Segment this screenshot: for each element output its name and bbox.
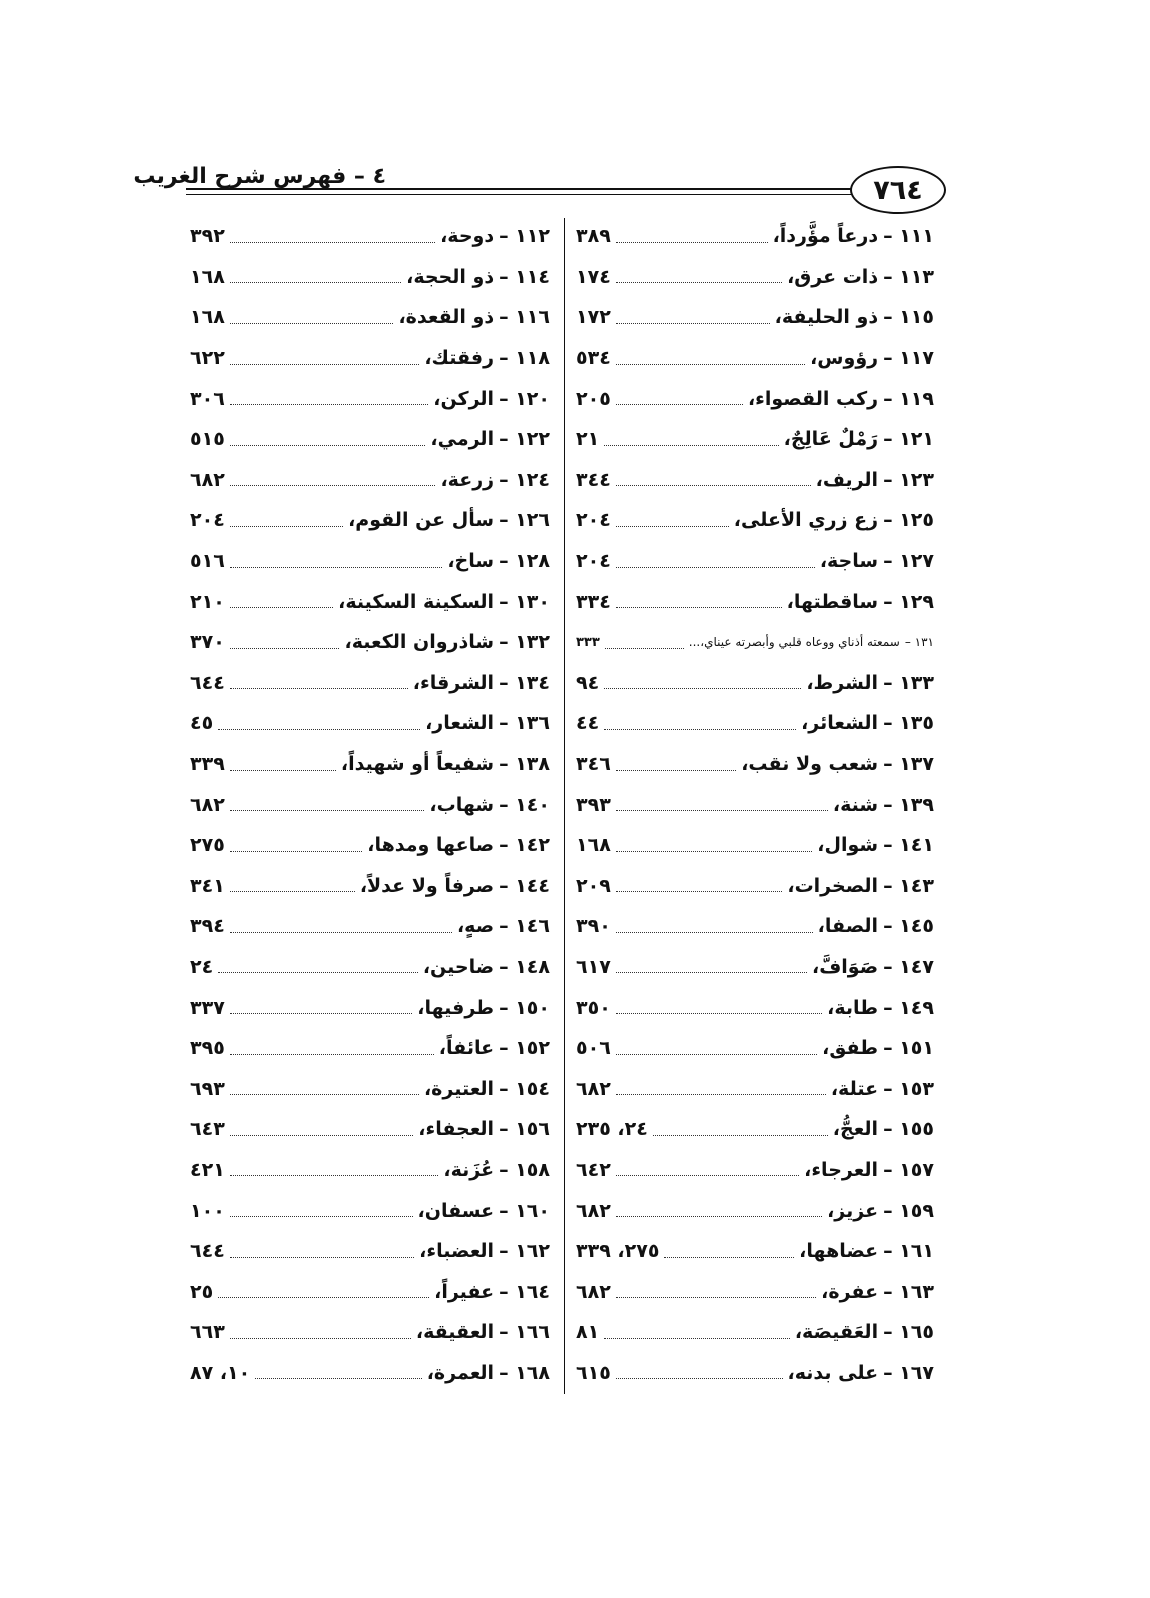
entry-number: ١٦١ –	[883, 1240, 934, 1263]
entry-term: رفقتك،	[424, 347, 495, 370]
dot-leader	[230, 891, 355, 892]
entry-number: ١٤١ –	[883, 834, 934, 857]
index-entry	[576, 1312, 934, 1353]
entry-number: ١٥٥ –	[883, 1118, 934, 1141]
entry-term: ذو الحليفة،	[774, 306, 879, 329]
entry-term: رؤوس،	[810, 347, 879, 370]
entry-number: ١٥٤ –	[499, 1077, 550, 1100]
entry-page-ref: ٢٠٤	[576, 550, 611, 573]
index-entry	[576, 947, 934, 988]
index-entry	[190, 1353, 550, 1394]
index-entry	[576, 581, 934, 622]
dot-leader	[255, 1378, 421, 1379]
entry-number: ١١٢ –	[499, 225, 550, 248]
entry-term: صهٍ،	[456, 915, 495, 938]
dot-leader	[230, 1175, 439, 1176]
dot-leader	[218, 1297, 429, 1298]
entry-page-ref: ١٧٤	[576, 265, 611, 288]
dot-leader	[616, 1013, 822, 1014]
entry-term: عُزَنة،	[443, 1158, 495, 1181]
entry-page-ref: ٢١٠	[190, 590, 225, 613]
entry-number: ١١١ –	[883, 225, 934, 248]
dot-leader	[616, 810, 828, 811]
header-rule-bottom	[186, 194, 862, 195]
entry-term: عسفان،	[417, 1199, 495, 1222]
dot-leader	[616, 282, 782, 283]
index-entry	[190, 1109, 550, 1150]
entry-number: ١٥٦ –	[499, 1118, 550, 1141]
entry-term: الريف،	[815, 468, 879, 491]
dot-leader	[616, 1216, 822, 1217]
entry-term: العجُّ،	[832, 1118, 879, 1141]
entry-page-ref: ٣٣٤	[576, 590, 611, 613]
entry-term: رَمْلٌ عَالِجٌ،	[783, 428, 879, 451]
entry-number: ١٤٣ –	[883, 874, 934, 897]
entry-number: ١١٧ –	[883, 347, 934, 370]
index-entry	[190, 500, 550, 541]
entry-page-ref: ٣٩٢	[190, 225, 225, 248]
index-entry	[576, 297, 934, 338]
dot-leader	[616, 851, 812, 852]
entry-number: ١٦٥ –	[883, 1321, 934, 1344]
index-entry	[190, 866, 550, 907]
index-entry	[576, 987, 934, 1028]
entry-page-ref: ٤٤	[576, 712, 600, 735]
entry-number: ١٢٣ –	[883, 468, 934, 491]
entry-page-ref: ٣٩٠	[576, 915, 611, 938]
index-entry	[190, 987, 550, 1028]
entry-number: ١٤٥ –	[883, 915, 934, 938]
entry-term: على بدنه،	[787, 1361, 879, 1384]
entry-number: ١٤٠ –	[499, 793, 550, 816]
entry-page-ref: ٢٥	[190, 1280, 214, 1303]
entry-page-ref: ١٦٨	[576, 834, 611, 857]
entry-number: ١١٦ –	[499, 306, 550, 329]
index-entry	[576, 1231, 934, 1272]
dot-leader	[616, 364, 805, 365]
entry-term: دوحة،	[440, 225, 495, 248]
dot-leader	[616, 1297, 816, 1298]
entry-term: سأل عن القوم،	[348, 509, 495, 532]
entry-page-ref: ٦٤٤	[190, 671, 225, 694]
entry-page-ref: ٣٩٥	[190, 1037, 225, 1060]
entry-number: ١٣٥ –	[883, 712, 934, 735]
dot-leader	[604, 1338, 790, 1339]
dot-leader	[616, 1378, 783, 1379]
entry-page-ref: ٣٩٤	[190, 915, 225, 938]
entry-number: ١٣٢ –	[499, 631, 550, 654]
dot-leader	[616, 242, 768, 243]
index-entry	[190, 1150, 550, 1191]
entry-page-ref: ٦٤٣	[190, 1118, 225, 1141]
entry-term: عفيراً،	[434, 1280, 495, 1303]
index-column-right	[576, 216, 934, 1393]
entry-term: شنة،	[832, 793, 879, 816]
entry-page-ref: ٢٠٤	[576, 509, 611, 532]
dot-leader	[230, 1338, 411, 1339]
entry-term: سمعته أذناي ووعاه قلبي وأبصرته عيناي،...	[688, 635, 900, 650]
index-entry	[576, 1190, 934, 1231]
dot-leader	[616, 607, 782, 608]
entry-page-ref: ٣٧٠	[190, 631, 225, 654]
entry-page-ref: ٦٨٢	[190, 793, 225, 816]
entry-page-ref: ٣٠٦	[190, 387, 225, 410]
index-entry	[190, 784, 550, 825]
index-entry	[190, 378, 550, 419]
dot-leader	[616, 526, 729, 527]
index-entry	[576, 825, 934, 866]
index-entry	[576, 257, 934, 298]
dot-leader	[230, 688, 408, 689]
entry-term: العقيقة،	[415, 1321, 495, 1344]
index-entry	[190, 257, 550, 298]
index-entry	[576, 1353, 934, 1394]
dot-leader	[230, 1013, 412, 1014]
entry-term: العرجاء،	[804, 1158, 879, 1181]
entry-page-ref: ٦٨٢	[576, 1199, 611, 1222]
entry-page-ref: ٦٤٤	[190, 1240, 225, 1263]
index-entry	[576, 216, 934, 257]
dot-leader	[616, 1175, 799, 1176]
entry-term: عضاهها،	[799, 1240, 879, 1263]
index-entry	[190, 825, 550, 866]
header-rule-top	[186, 188, 862, 190]
entry-term: عتلة،	[830, 1077, 879, 1100]
entry-page-ref: ٢٠٥	[576, 387, 611, 410]
index-entry	[190, 297, 550, 338]
entry-number: ١٣٦ –	[499, 712, 550, 735]
dot-leader	[230, 1257, 414, 1258]
entry-page-ref: ٦٨٢	[576, 1077, 611, 1100]
entry-number: ١٥٨ –	[499, 1158, 550, 1181]
dot-leader	[616, 1094, 826, 1095]
entry-number: ١٢٦ –	[499, 509, 550, 532]
dot-leader	[218, 972, 418, 973]
entry-page-ref: ٢٧٥	[190, 834, 225, 857]
entry-number: ١٥٠ –	[499, 996, 550, 1019]
entry-page-ref: ٦٩٣	[190, 1077, 225, 1100]
entry-term: زرعة،	[440, 468, 495, 491]
index-entry	[190, 541, 550, 582]
dot-leader	[230, 851, 362, 852]
entry-page-ref: ٤٥	[190, 712, 214, 735]
index-entry	[190, 581, 550, 622]
dot-leader	[604, 445, 778, 446]
index-entry	[576, 703, 934, 744]
entry-number: ١٥٩ –	[883, 1199, 934, 1222]
entry-page-ref: ١٠، ٨٧	[190, 1361, 251, 1384]
index-entry	[576, 541, 934, 582]
entry-term: العتيرة،	[423, 1077, 495, 1100]
entry-page-ref: ٣٣٧	[190, 996, 225, 1019]
entry-number: ١٢٧ –	[883, 550, 934, 573]
entry-page-ref: ١٦٨	[190, 265, 225, 288]
index-entry	[190, 1312, 550, 1353]
entry-page-ref: ٢٤	[190, 955, 214, 978]
entry-page-ref: ١٧٢	[576, 306, 611, 329]
dot-leader	[230, 242, 435, 243]
entry-term: عزيز،	[827, 1199, 879, 1222]
index-entry	[190, 216, 550, 257]
entry-page-ref: ٥٣٤	[576, 347, 611, 370]
entry-number: ١٦٢ –	[499, 1240, 550, 1263]
dot-leader	[616, 1054, 817, 1055]
entry-page-ref: ١٠٠	[190, 1199, 225, 1222]
entry-number: ١٤٩ –	[883, 996, 934, 1019]
entry-number: ١٢٨ –	[499, 550, 550, 573]
entry-number: ١١٨ –	[499, 347, 550, 370]
index-entry	[576, 1068, 934, 1109]
dot-leader	[616, 323, 770, 324]
entry-number: ١٣٨ –	[499, 753, 550, 776]
entry-number: ١٦٠ –	[499, 1199, 550, 1222]
entry-term: ساقطتها،	[786, 590, 879, 613]
entry-term: السكينة السكينة،	[338, 590, 495, 613]
entry-term: طرفيها،	[417, 996, 495, 1019]
index-column-left	[190, 216, 550, 1393]
entry-number: ١٦٨ –	[499, 1361, 550, 1384]
entry-page-ref: ٥٠٦	[576, 1037, 611, 1060]
entry-term: ذو القعدة،	[398, 306, 495, 329]
dot-leader	[230, 932, 452, 933]
index-entry	[576, 500, 934, 541]
index-entry	[190, 419, 550, 460]
entry-term: العمرة،	[426, 1361, 495, 1384]
index-entry	[190, 622, 550, 663]
entry-number: ١١٥ –	[883, 306, 934, 329]
index-entry	[576, 784, 934, 825]
index-entry	[576, 1150, 934, 1191]
entry-number: ١٦٧ –	[883, 1361, 934, 1384]
index-entry	[576, 744, 934, 785]
entry-term: ساجة،	[819, 550, 879, 573]
entry-number: ١٦٦ –	[499, 1321, 550, 1344]
entry-term: الشرقاء،	[412, 671, 495, 694]
index-entry	[190, 338, 550, 379]
dot-leader	[230, 810, 425, 811]
dot-leader	[616, 972, 807, 973]
entry-page-ref: ٣٣٩	[190, 753, 225, 776]
column-divider	[564, 218, 565, 1394]
entry-number: ١٢٤ –	[499, 468, 550, 491]
entry-term: العضباء،	[419, 1240, 495, 1263]
entry-page-ref: ٣٩٣	[576, 793, 611, 816]
index-entry	[190, 744, 550, 785]
dot-leader	[218, 729, 420, 730]
entry-number: ١٤٧ –	[883, 955, 934, 978]
index-entry	[576, 906, 934, 947]
dot-leader	[230, 485, 436, 486]
dot-leader	[616, 485, 811, 486]
dot-leader	[230, 282, 401, 283]
entry-page-ref: ٦١٥	[576, 1361, 611, 1384]
index-entry	[576, 378, 934, 419]
entry-term: الصفا،	[817, 915, 879, 938]
entry-page-ref: ٣٨٩	[576, 225, 611, 248]
index-entry	[576, 622, 934, 663]
dot-leader	[230, 364, 420, 365]
entry-term: الشعائر،	[801, 712, 879, 735]
entry-term: شهاب،	[429, 793, 495, 816]
entry-term: شعب ولا نقب،	[741, 753, 879, 776]
entry-number: ١٥٣ –	[883, 1077, 934, 1100]
entry-number: ١١٤ –	[499, 265, 550, 288]
entry-page-ref: ٢١	[576, 428, 600, 451]
dot-leader	[604, 688, 801, 689]
entry-page-ref: ٢٠٩	[576, 874, 611, 897]
entry-page-ref: ٩٤	[576, 671, 600, 694]
index-entry	[576, 663, 934, 704]
entry-number: ١٤٦ –	[499, 915, 550, 938]
index-entry	[190, 1190, 550, 1231]
index-entry	[576, 338, 934, 379]
dot-leader	[230, 1135, 413, 1136]
entry-page-ref: ٣٤١	[190, 874, 225, 897]
entry-term: الشعار،	[425, 712, 495, 735]
entry-page-ref: ٣٤٤	[576, 468, 611, 491]
entry-number: ١٣٣ –	[883, 671, 934, 694]
index-entry	[576, 460, 934, 501]
entry-page-ref: ٥١٦	[190, 550, 225, 573]
entry-number: ١٣٤ –	[499, 671, 550, 694]
entry-number: ١٥٧ –	[883, 1158, 934, 1181]
entry-page-ref: ٦٨٢	[576, 1280, 611, 1303]
index-entry	[576, 419, 934, 460]
entry-page-ref: ٣٣٣	[576, 634, 600, 650]
entry-term: عفرة،	[821, 1280, 879, 1303]
entry-page-ref: ٣٤٦	[576, 753, 611, 776]
dot-leader	[616, 567, 815, 568]
entry-page-ref: ٦٨٢	[190, 468, 225, 491]
entry-term: عائفاً،	[438, 1037, 495, 1060]
entry-page-ref: ٣٥٠	[576, 996, 611, 1019]
dot-leader	[230, 607, 333, 608]
entry-term: الرمي،	[430, 428, 495, 451]
index-entry	[576, 1271, 934, 1312]
entry-page-ref: ٥١٥	[190, 428, 225, 451]
index-entry	[190, 663, 550, 704]
entry-number: ١٤٤ –	[499, 874, 550, 897]
index-entry	[190, 1271, 550, 1312]
entry-number: ١١٣ –	[883, 265, 934, 288]
entry-term: العَقيصَة،	[794, 1321, 879, 1344]
entry-number: ١٥١ –	[883, 1037, 934, 1060]
entry-page-ref: ٨١	[576, 1321, 600, 1344]
dot-leader	[616, 770, 736, 771]
entry-term: ركب القصواء،	[747, 387, 879, 410]
index-entry	[576, 1109, 934, 1150]
entry-number: ١٤٨ –	[499, 955, 550, 978]
entry-term: طفق،	[822, 1037, 879, 1060]
entry-term: ذو الحجة،	[406, 265, 495, 288]
dot-leader	[616, 404, 743, 405]
entry-page-ref: ٢٤، ٢٣٥	[576, 1118, 648, 1141]
entry-number: ١٢١ –	[883, 428, 934, 451]
entry-page-ref: ٦١٧	[576, 955, 611, 978]
entry-number: ١٤٢ –	[499, 834, 550, 857]
dot-leader	[230, 1054, 434, 1055]
dot-leader	[664, 1257, 794, 1258]
entry-number: ١٦٣ –	[883, 1280, 934, 1303]
entry-term: الشرط،	[806, 671, 879, 694]
dot-leader	[230, 1094, 419, 1095]
entry-number: ١٣٧ –	[883, 753, 934, 776]
dot-leader	[230, 404, 428, 405]
entry-page-ref: ٤٢١	[190, 1158, 225, 1181]
entry-page-ref: ٦٢٢	[190, 347, 225, 370]
dot-leader	[230, 323, 394, 324]
dot-leader	[616, 891, 783, 892]
index-entry	[576, 866, 934, 907]
index-entry	[190, 906, 550, 947]
dot-leader	[230, 526, 343, 527]
index-entry	[190, 703, 550, 744]
entry-term: العجفاء،	[418, 1118, 495, 1141]
entry-term: الركن،	[433, 387, 495, 410]
entry-number: ١٢٢ –	[499, 428, 550, 451]
index-entry	[190, 1068, 550, 1109]
dot-leader	[230, 770, 336, 771]
dot-leader	[230, 1216, 413, 1217]
index-entry	[576, 1028, 934, 1069]
entry-number: ١٢٩ –	[883, 590, 934, 613]
entry-term: ساخ،	[447, 550, 495, 573]
entry-number: ١٣٩ –	[883, 793, 934, 816]
entry-number: ١٣١ –	[904, 635, 934, 650]
entry-term: ضاحين،	[422, 955, 495, 978]
dot-leader	[230, 567, 443, 568]
entry-term: ذات عرق،	[787, 265, 879, 288]
entry-page-ref: ١٦٨	[190, 306, 225, 329]
index-entry	[190, 947, 550, 988]
entry-term: صرفاً ولا عدلاً،	[359, 874, 495, 897]
entry-page-ref: ٢٠٤	[190, 509, 225, 532]
dot-leader	[230, 648, 340, 649]
entry-page-ref: ٦٤٢	[576, 1158, 611, 1181]
index-entry	[190, 1028, 550, 1069]
entry-number: ١١٩ –	[883, 387, 934, 410]
dot-leader	[604, 729, 796, 730]
dot-leader	[616, 932, 813, 933]
section-title: ٤ – فهرس شرح الغريب	[133, 164, 386, 189]
entry-term: درعاً مؤَّرداً،	[772, 225, 879, 248]
entry-number: ١٢٠ –	[499, 387, 550, 410]
page-number: ٧٦٤	[850, 166, 946, 214]
entry-page-ref: ٦٦٣	[190, 1321, 225, 1344]
entry-number: ١٦٤ –	[499, 1280, 550, 1303]
entry-term: زع زري الأعلى،	[733, 509, 879, 532]
entry-term: طابة،	[827, 996, 879, 1019]
entry-page-ref: ٢٧٥، ٣٣٩	[576, 1240, 660, 1263]
entry-term: شوال،	[817, 834, 879, 857]
dot-leader	[653, 1135, 828, 1136]
entry-number: ١٢٥ –	[883, 509, 934, 532]
entry-number: ١٥٢ –	[499, 1037, 550, 1060]
entry-number: ١٣٠ –	[499, 590, 550, 613]
dot-leader	[230, 445, 426, 446]
dot-leader	[605, 648, 684, 649]
entry-term: صَوَافَّ،	[812, 955, 879, 978]
index-entry	[190, 460, 550, 501]
entry-term: شفيعاً أو شهيداً،	[340, 753, 495, 776]
entry-term: شاذروان الكعبة،	[344, 631, 495, 654]
index-entry	[190, 1231, 550, 1272]
entry-term: الصخرات،	[787, 874, 879, 897]
entry-term: صاعها ومدها،	[367, 834, 495, 857]
